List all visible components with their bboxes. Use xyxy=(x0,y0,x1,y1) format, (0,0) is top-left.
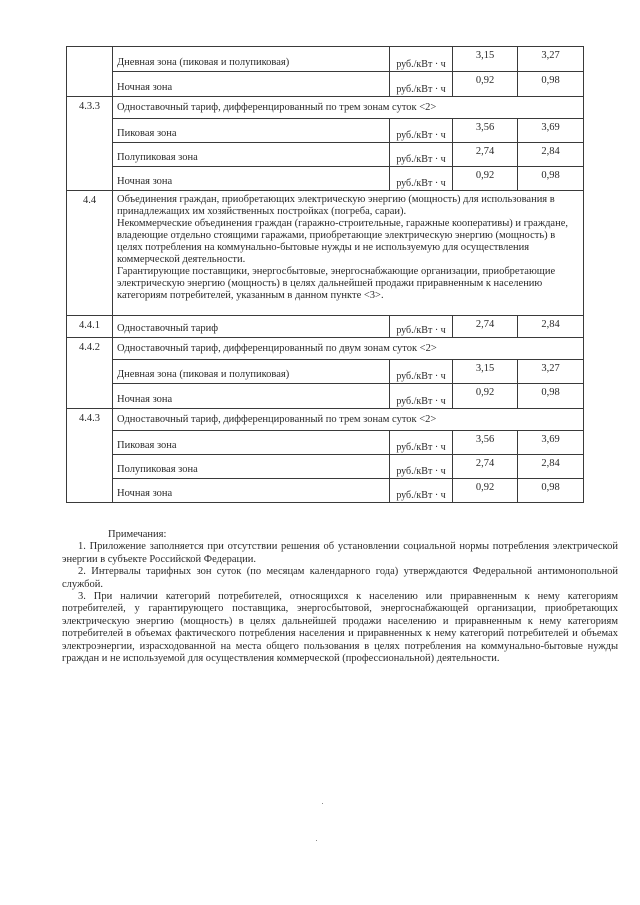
value-1: 2,74 xyxy=(453,143,518,167)
description-paragraph: Объединения граждан, приобретающих электрическую энергию (мощность) для использования в принадлежащих им хозяйственных постройках (погреба, сараи). xyxy=(117,194,555,217)
zone-name: Дневная зона (пиковая и полупиковая) xyxy=(113,47,390,72)
tariff-table xyxy=(66,46,584,503)
scan-speck xyxy=(316,840,317,841)
table-row xyxy=(67,431,584,455)
description-paragraph: Гарантирующие поставщики, энергосбытовые, энергоснабжающие организации, приобретающие электрическую энергию (мощность) в целях дальнейшей продажи приравненным к населению категориям потребителей, указанным в данном пункте <3>. xyxy=(117,266,556,301)
unit-cell: руб./кВт · ч xyxy=(390,431,453,455)
zone-name: Пиковая зона xyxy=(113,119,390,143)
notes-title: Примечания: xyxy=(108,529,167,540)
unit-cell: руб./кВт · ч xyxy=(390,384,453,409)
zone-name: Ночная зона xyxy=(113,479,390,503)
zone-name: Ночная зона xyxy=(113,384,390,409)
unit-cell: руб./кВт · ч xyxy=(390,72,453,97)
table-row xyxy=(67,409,584,431)
table-row xyxy=(67,72,584,97)
category-description xyxy=(113,191,584,316)
value-2: 3,27 xyxy=(518,360,584,384)
value-1: 0,92 xyxy=(453,479,518,503)
zone-name: Одноставочный тариф xyxy=(113,316,390,338)
table-row xyxy=(67,143,584,167)
section-title: Одноставочный тариф, дифференцированный по трем зонам суток <2> xyxy=(113,97,584,119)
value-2: 0,98 xyxy=(518,167,584,191)
row-code: 4.4.3 xyxy=(67,409,113,503)
table-row xyxy=(67,338,584,360)
value-1: 0,92 xyxy=(453,72,518,97)
value-1: 3,15 xyxy=(453,360,518,384)
value-1: 2,74 xyxy=(453,316,518,338)
row-code: 4.4.2 xyxy=(67,338,113,409)
zone-name: Пиковая зона xyxy=(113,431,390,455)
unit-cell: руб./кВт · ч xyxy=(390,119,453,143)
table-row xyxy=(67,167,584,191)
table-row xyxy=(67,479,584,503)
row-code: 4.4 xyxy=(67,191,113,316)
row-code: 4.4.1 xyxy=(67,316,113,338)
table-row xyxy=(67,119,584,143)
unit-cell: руб./кВт · ч xyxy=(390,360,453,384)
notes-section xyxy=(62,529,618,665)
row-code: 4.3.3 xyxy=(67,97,113,191)
value-2: 0,98 xyxy=(518,479,584,503)
value-1: 0,92 xyxy=(453,167,518,191)
zone-name: Ночная зона xyxy=(113,72,390,97)
table-row xyxy=(67,316,584,338)
value-1: 2,74 xyxy=(453,455,518,479)
value-2: 3,69 xyxy=(518,431,584,455)
section-title: Одноставочный тариф, дифференцированный по трем зонам суток <2> xyxy=(113,409,584,431)
unit-cell: руб./кВт · ч xyxy=(390,167,453,191)
unit-cell: руб./кВт · ч xyxy=(390,455,453,479)
row-code xyxy=(67,47,113,97)
unit-cell: руб./кВт · ч xyxy=(390,143,453,167)
table-row xyxy=(67,47,584,72)
note-1: 1. Приложение заполняется при отсутствии решения об установлении социальной нормы потребления электрической энергии в субъекте Российской Федерации. xyxy=(62,541,618,565)
table-row xyxy=(67,360,584,384)
zone-name: Ночная зона xyxy=(113,167,390,191)
unit-cell: руб./кВт · ч xyxy=(390,47,453,72)
value-2: 3,27 xyxy=(518,47,584,72)
table-row xyxy=(67,455,584,479)
value-2: 2,84 xyxy=(518,316,584,338)
scan-speck xyxy=(322,803,323,804)
table-row xyxy=(67,384,584,409)
value-1: 0,92 xyxy=(453,384,518,409)
zone-name: Полупиковая зона xyxy=(113,455,390,479)
value-1: 3,56 xyxy=(453,119,518,143)
unit-cell: руб./кВт · ч xyxy=(390,316,453,338)
zone-name: Полупиковая зона xyxy=(113,143,390,167)
value-2: 0,98 xyxy=(518,72,584,97)
note-2: 2. Интервалы тарифных зон суток (по месяцам календарного года) утверждаются Федеральной антимонопольной службой. xyxy=(62,566,618,590)
zone-name: Дневная зона (пиковая и полупиковая) xyxy=(113,360,390,384)
value-2: 0,98 xyxy=(518,384,584,409)
value-2: 2,84 xyxy=(518,143,584,167)
description-paragraph: Некоммерческие объединения граждан (гаражно-строительные, гаражные кооперативы) и граждане, владеющие отдельно стоящими гаражами, приобретающие электрическую энергию (мощность) в целях потребления на коммунально-бытовые нужды и не используемую для осуществления коммерческой деятельности. xyxy=(117,218,568,265)
value-1: 3,56 xyxy=(453,431,518,455)
note-3: 3. При наличии категорий потребителей, относящихся к населению или приравненным к нему категориям потребителей, у гарантирующего поставщика, энергосбытовой, энергоснабжающей организации, приобретающих электрическую энергию (мощность) в целях дальнейшей продажи населению и приравненным к нему категориям потребителей в объемах фактического потребления населения и приравненных к нему категорий потребителей и объемах электроэнергии, израсходованной на места общего пользования в целях потребления на коммунально-бытовые нужды граждан и не используемой для осуществления коммерческой (профессиональной) деятельности. xyxy=(62,591,618,665)
value-1: 3,15 xyxy=(453,47,518,72)
section-title: Одноставочный тариф, дифференцированный по двум зонам суток <2> xyxy=(113,338,584,360)
unit-cell: руб./кВт · ч xyxy=(390,479,453,503)
table-row xyxy=(67,191,584,316)
table-row xyxy=(67,97,584,119)
value-2: 3,69 xyxy=(518,119,584,143)
value-2: 2,84 xyxy=(518,455,584,479)
